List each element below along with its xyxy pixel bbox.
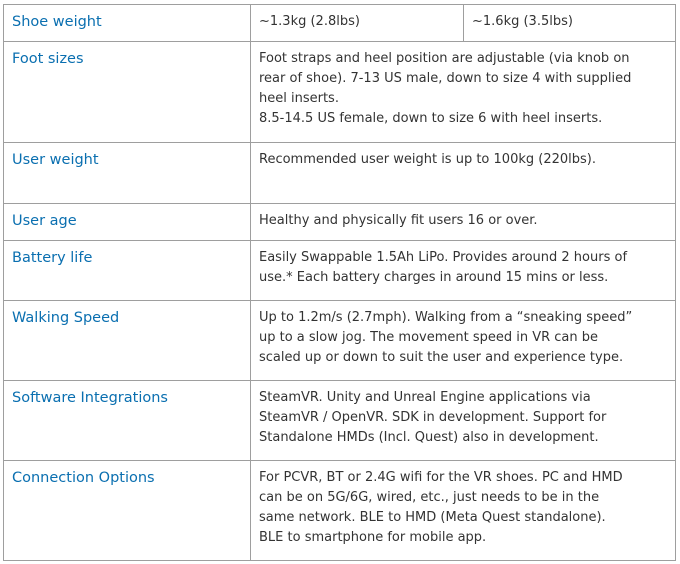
table-row <box>4 241 676 301</box>
table-row <box>4 204 676 241</box>
row-label: Walking Speed <box>4 301 251 381</box>
row-value <box>251 42 676 143</box>
value-line: Up to 1.2m/s (2.7mph). Walking from a “sneaking speed” <box>259 310 633 325</box>
value-line: Healthy and physically fit users 16 or over. <box>259 213 538 228</box>
row-value <box>251 381 676 461</box>
value-line: scaled up or down to suit the user and experience type. <box>259 350 624 365</box>
row-value <box>251 301 676 381</box>
spec-table <box>3 4 676 561</box>
table-row <box>4 143 676 204</box>
row-label: User age <box>4 204 251 241</box>
table-row <box>4 301 676 381</box>
row-label: User weight <box>4 143 251 204</box>
row-label: Connection Options <box>4 461 251 561</box>
row-label: Shoe weight <box>4 5 251 42</box>
table-row <box>4 5 676 42</box>
value-line: same network. BLE to HMD (Meta Quest standalone). <box>259 510 606 525</box>
value-line: up to a slow jog. The movement speed in VR can be <box>259 330 599 345</box>
value-line: SteamVR / OpenVR. SDK in development. Support for <box>259 410 607 425</box>
value-line: Standalone HMDs (Incl. Quest) also in development. <box>259 430 599 445</box>
table-row <box>4 42 676 143</box>
value-line: use.* Each battery charges in around 15 mins or less. <box>259 270 609 285</box>
row-label: Battery life <box>4 241 251 301</box>
table-row <box>4 381 676 461</box>
value-line: For PCVR, BT or 2.4G wifi for the VR shoes. PC and HMD <box>259 470 623 485</box>
value-line: can be on 5G/6G, wired, etc., just needs to be in the <box>259 490 600 505</box>
table-row <box>4 461 676 561</box>
value-line: heel inserts. <box>259 91 339 106</box>
value-line: Recommended user weight is up to 100kg (220lbs). <box>259 152 596 167</box>
row-label: Foot sizes <box>4 42 251 143</box>
value-line: BLE to smartphone for mobile app. <box>259 530 487 545</box>
value-line: Easily Swappable 1.5Ah LiPo. Provides around 2 hours of <box>259 250 628 265</box>
row-value <box>251 241 676 301</box>
value-line: rear of shoe). 7-13 US male, down to size 4 with supplied <box>259 71 632 86</box>
row-value-col1: ~1.3kg (2.8lbs) <box>251 5 464 42</box>
value-line: 8.5-14.5 US female, down to size 6 with heel inserts. <box>259 111 603 126</box>
row-value <box>251 204 676 241</box>
row-value <box>251 143 676 204</box>
row-value-col2: ~1.6kg (3.5lbs) <box>464 5 676 42</box>
row-value <box>251 461 676 561</box>
value-line: Foot straps and heel position are adjustable (via knob on <box>259 51 630 66</box>
row-label: Software Integrations <box>4 381 251 461</box>
value-line: SteamVR. Unity and Unreal Engine applications via <box>259 390 591 405</box>
